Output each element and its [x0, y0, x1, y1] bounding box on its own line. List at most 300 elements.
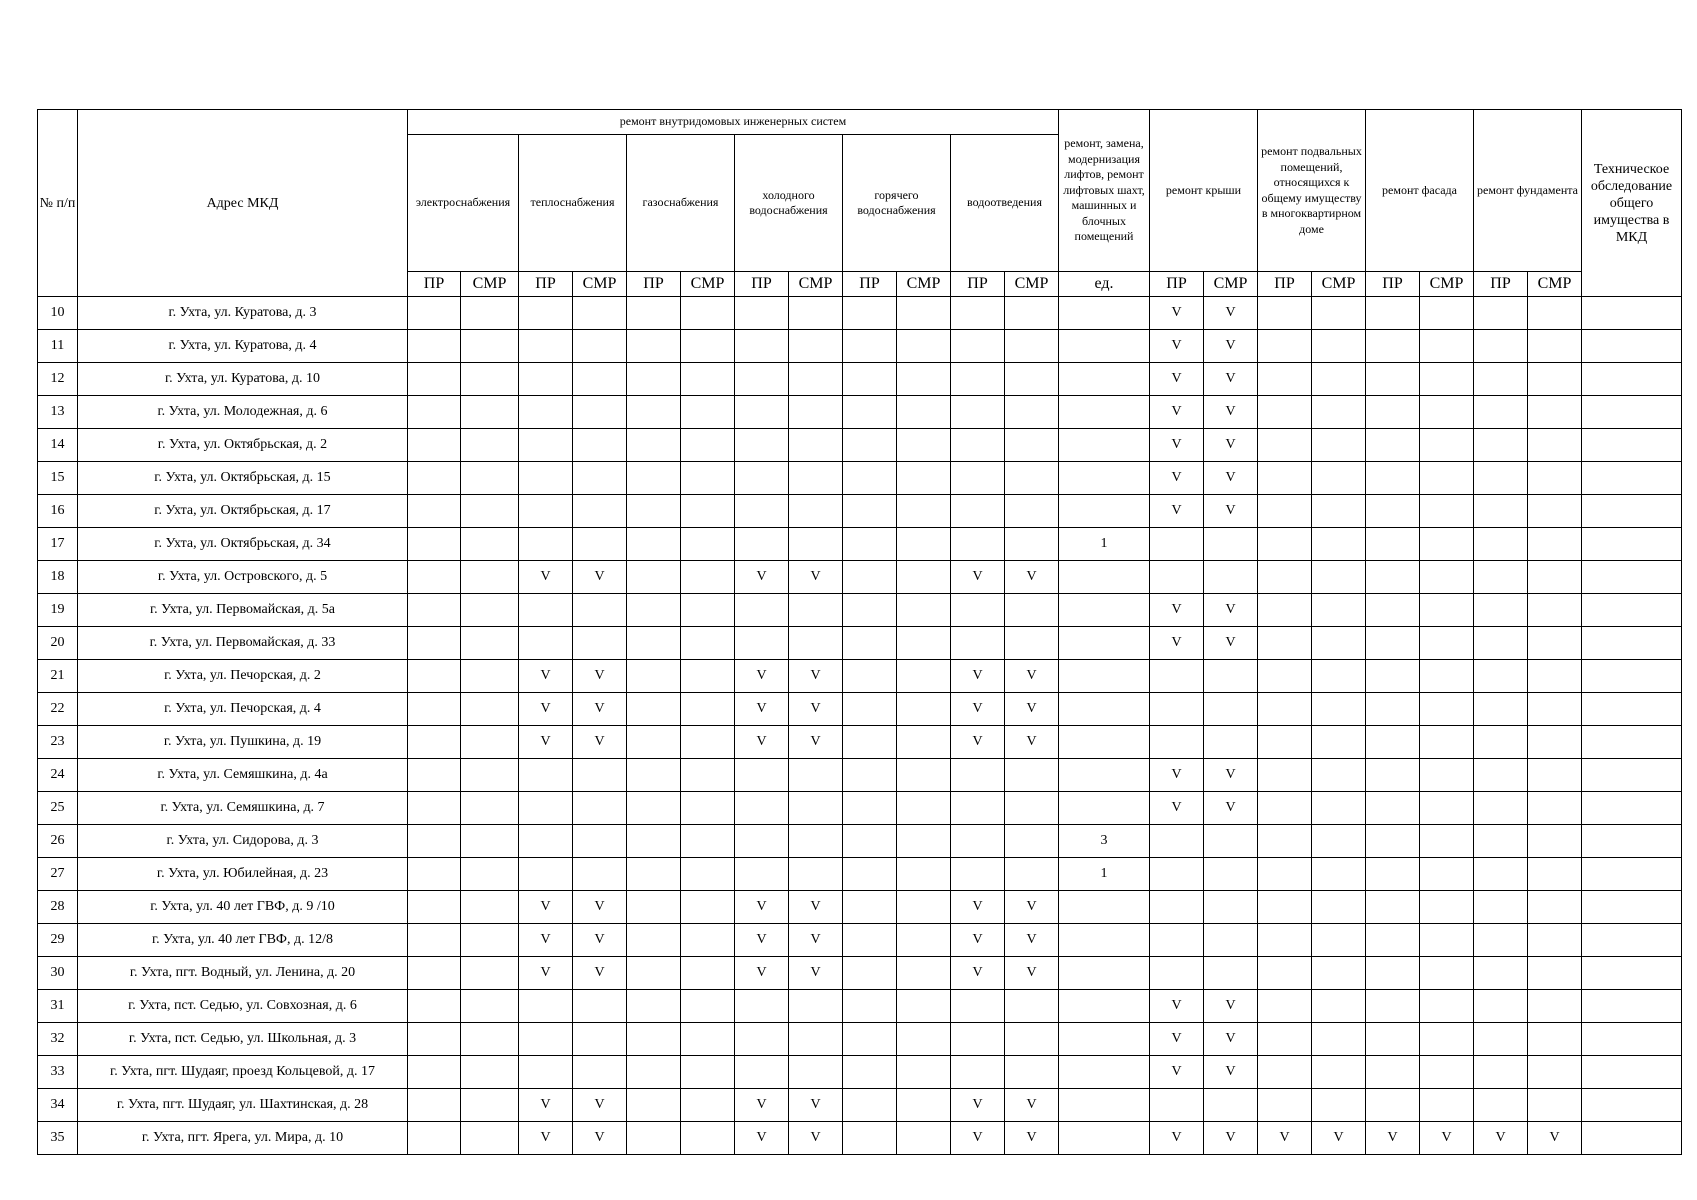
row-address: г. Ухта, ул. Куратова, д. 4: [78, 330, 408, 363]
row-cell: [627, 759, 681, 792]
row-cell: V: [735, 660, 789, 693]
row-address: г. Ухта, ул. Октябрьская, д. 34: [78, 528, 408, 561]
row-cell: [951, 330, 1005, 363]
row-cell: V: [519, 726, 573, 759]
row-address: г. Ухта, ул. Первомайская, д. 5а: [78, 594, 408, 627]
row-cell: [1582, 1122, 1682, 1155]
row-cell: [408, 495, 461, 528]
row-cell: [408, 990, 461, 1023]
row-cell: [897, 792, 951, 825]
row-cell: [1582, 891, 1682, 924]
row-number: 21: [38, 660, 78, 693]
row-cell: [897, 693, 951, 726]
row-cell: [897, 924, 951, 957]
row-cell: V: [573, 660, 627, 693]
row-cell: [951, 858, 1005, 891]
row-cell: [1366, 495, 1420, 528]
row-cell: [1059, 495, 1150, 528]
row-cell: [627, 627, 681, 660]
row-cell: V: [951, 660, 1005, 693]
row-cell: [1420, 990, 1474, 1023]
row-cell: V: [573, 726, 627, 759]
row-cell: 1: [1059, 528, 1150, 561]
row-cell: [843, 825, 897, 858]
row-cell: [1059, 792, 1150, 825]
row-cell: [681, 429, 735, 462]
row-cell: [519, 1023, 573, 1056]
row-cell: [1204, 528, 1258, 561]
row-cell: [1528, 1089, 1582, 1122]
row-cell: [681, 594, 735, 627]
row-cell: [843, 957, 897, 990]
row-cell: [843, 1089, 897, 1122]
row-cell: [1366, 297, 1420, 330]
row-cell: V: [951, 1089, 1005, 1122]
row-cell: [1366, 330, 1420, 363]
row-cell: [681, 891, 735, 924]
row-cell: [1366, 594, 1420, 627]
row-cell: [519, 462, 573, 495]
row-cell: [1059, 363, 1150, 396]
row-cell: [1150, 891, 1204, 924]
row-address: г. Ухта, ул. Молодежная, д. 6: [78, 396, 408, 429]
row-cell: V: [1150, 363, 1204, 396]
row-cell: V: [1150, 1023, 1204, 1056]
row-cell: [1059, 297, 1150, 330]
row-cell: [1528, 726, 1582, 759]
subheader-smr: СМР: [789, 272, 843, 297]
row-cell: V: [573, 891, 627, 924]
row-cell: [951, 594, 1005, 627]
row-cell: [1204, 660, 1258, 693]
row-cell: [1474, 990, 1528, 1023]
row-cell: [681, 957, 735, 990]
row-cell: [627, 396, 681, 429]
row-cell: [461, 759, 519, 792]
row-cell: [627, 858, 681, 891]
row-cell: [519, 1056, 573, 1089]
row-cell: [1528, 429, 1582, 462]
subheader-smr: СМР: [461, 272, 519, 297]
row-cell: [1059, 1023, 1150, 1056]
row-cell: V: [1150, 627, 1204, 660]
row-cell: [1474, 759, 1528, 792]
row-cell: [1420, 627, 1474, 660]
table-row: [38, 891, 1682, 924]
row-cell: [408, 726, 461, 759]
row-cell: [735, 627, 789, 660]
row-cell: [843, 726, 897, 759]
row-cell: [627, 561, 681, 594]
row-cell: V: [1528, 1122, 1582, 1155]
row-cell: [1005, 759, 1059, 792]
row-cell: [843, 891, 897, 924]
row-cell: [408, 297, 461, 330]
row-cell: [951, 495, 1005, 528]
row-address: г. Ухта, ул. Сидорова, д. 3: [78, 825, 408, 858]
row-number: 15: [38, 462, 78, 495]
row-cell: [1528, 825, 1582, 858]
row-cell: [461, 858, 519, 891]
header-num: № п/п: [38, 110, 78, 297]
row-cell: [627, 495, 681, 528]
row-cell: V: [735, 957, 789, 990]
row-cell: [681, 1122, 735, 1155]
row-cell: [735, 363, 789, 396]
row-cell: V: [1150, 495, 1204, 528]
header-foundation: ремонт фундамента: [1474, 110, 1582, 272]
row-cell: [1258, 1056, 1312, 1089]
row-cell: [681, 330, 735, 363]
row-number: 18: [38, 561, 78, 594]
subheader-pr: ПР: [843, 272, 897, 297]
row-cell: V: [951, 1122, 1005, 1155]
row-cell: [1582, 1089, 1682, 1122]
row-cell: [843, 759, 897, 792]
row-number: 22: [38, 693, 78, 726]
row-cell: [1582, 660, 1682, 693]
row-cell: [1366, 462, 1420, 495]
row-cell: [408, 924, 461, 957]
subheader-smr: СМР: [1420, 272, 1474, 297]
row-cell: [1582, 990, 1682, 1023]
row-cell: [408, 528, 461, 561]
row-cell: [735, 1023, 789, 1056]
row-cell: V: [1005, 891, 1059, 924]
row-cell: [1528, 957, 1582, 990]
row-cell: [735, 792, 789, 825]
row-cell: [1420, 1056, 1474, 1089]
table-row: [38, 1089, 1682, 1122]
row-cell: [1582, 462, 1682, 495]
row-cell: [1582, 429, 1682, 462]
row-cell: [573, 759, 627, 792]
header-facade: ремонт фасада: [1366, 110, 1474, 272]
row-cell: [1366, 891, 1420, 924]
row-cell: [951, 1056, 1005, 1089]
row-cell: [408, 1089, 461, 1122]
row-cell: [1474, 1056, 1528, 1089]
row-cell: V: [573, 1122, 627, 1155]
row-cell: V: [1204, 594, 1258, 627]
row-cell: [461, 924, 519, 957]
row-cell: [519, 990, 573, 1023]
row-cell: [1312, 627, 1366, 660]
row-number: 35: [38, 1122, 78, 1155]
row-cell: [1528, 858, 1582, 891]
row-cell: [843, 330, 897, 363]
row-cell: [789, 759, 843, 792]
row-cell: [1059, 1089, 1150, 1122]
row-cell: [1312, 594, 1366, 627]
row-cell: [627, 1056, 681, 1089]
row-cell: [1528, 561, 1582, 594]
row-cell: [681, 363, 735, 396]
row-cell: [1059, 627, 1150, 660]
row-cell: [461, 429, 519, 462]
row-cell: [1312, 660, 1366, 693]
row-cell: [951, 1023, 1005, 1056]
row-cell: V: [1005, 1122, 1059, 1155]
row-cell: [627, 330, 681, 363]
row-cell: V: [519, 1089, 573, 1122]
row-cell: V: [789, 726, 843, 759]
row-cell: [1258, 495, 1312, 528]
row-cell: [735, 858, 789, 891]
table-row: [38, 660, 1682, 693]
subheader-smr: СМР: [681, 272, 735, 297]
row-cell: [1366, 429, 1420, 462]
row-cell: [843, 363, 897, 396]
row-cell: [1528, 693, 1582, 726]
row-cell: [1420, 1089, 1474, 1122]
row-cell: [461, 726, 519, 759]
subheader-pr: ПР: [735, 272, 789, 297]
row-cell: [1204, 957, 1258, 990]
row-cell: [1366, 396, 1420, 429]
row-cell: [1258, 660, 1312, 693]
row-cell: [1005, 363, 1059, 396]
row-cell: V: [951, 957, 1005, 990]
row-cell: [843, 1023, 897, 1056]
row-cell: [843, 1056, 897, 1089]
row-cell: [1474, 363, 1528, 396]
row-cell: [1528, 297, 1582, 330]
row-cell: [408, 1056, 461, 1089]
row-cell: [1005, 990, 1059, 1023]
row-cell: V: [1150, 1056, 1204, 1089]
row-cell: [735, 495, 789, 528]
row-cell: [789, 396, 843, 429]
row-cell: [1582, 924, 1682, 957]
row-cell: V: [1005, 726, 1059, 759]
row-cell: V: [735, 726, 789, 759]
row-address: г. Ухта, ул. Печорская, д. 2: [78, 660, 408, 693]
row-cell: V: [573, 693, 627, 726]
row-cell: [461, 528, 519, 561]
row-cell: [681, 660, 735, 693]
row-cell: [1366, 363, 1420, 396]
row-cell: V: [573, 561, 627, 594]
row-cell: [789, 627, 843, 660]
row-cell: V: [573, 924, 627, 957]
row-cell: [681, 990, 735, 1023]
row-cell: [735, 1056, 789, 1089]
row-cell: [1366, 561, 1420, 594]
row-cell: [1312, 825, 1366, 858]
row-cell: [897, 561, 951, 594]
row-cell: [461, 330, 519, 363]
row-cell: [1312, 1056, 1366, 1089]
row-cell: [897, 330, 951, 363]
row-cell: [897, 1023, 951, 1056]
table-row: [38, 495, 1682, 528]
subheader-smr: СМР: [1204, 272, 1258, 297]
row-address: г. Ухта, ул. 40 лет ГВФ, д. 12/8: [78, 924, 408, 957]
row-number: 30: [38, 957, 78, 990]
row-cell: [408, 693, 461, 726]
row-cell: [1420, 693, 1474, 726]
row-cell: [843, 528, 897, 561]
table-row: [38, 330, 1682, 363]
row-cell: [1474, 561, 1528, 594]
row-number: 20: [38, 627, 78, 660]
row-cell: V: [1204, 462, 1258, 495]
row-cell: [627, 891, 681, 924]
row-cell: [1005, 858, 1059, 891]
row-number: 14: [38, 429, 78, 462]
row-cell: V: [951, 891, 1005, 924]
row-cell: [897, 462, 951, 495]
row-cell: [1059, 594, 1150, 627]
row-cell: [461, 627, 519, 660]
row-number: 26: [38, 825, 78, 858]
row-number: 23: [38, 726, 78, 759]
row-cell: [681, 1056, 735, 1089]
row-cell: [519, 363, 573, 396]
row-cell: [1474, 660, 1528, 693]
row-cell: [519, 297, 573, 330]
row-cell: [1582, 528, 1682, 561]
row-cell: [461, 561, 519, 594]
row-cell: V: [1005, 924, 1059, 957]
row-cell: [1420, 891, 1474, 924]
row-cell: [1366, 924, 1420, 957]
row-cell: [1059, 1056, 1150, 1089]
row-cell: [1258, 792, 1312, 825]
row-cell: [408, 627, 461, 660]
row-cell: [789, 990, 843, 1023]
row-cell: [1366, 990, 1420, 1023]
row-cell: [461, 990, 519, 1023]
row-cell: [1005, 495, 1059, 528]
row-cell: V: [1204, 1023, 1258, 1056]
row-cell: [1582, 759, 1682, 792]
row-cell: [1366, 726, 1420, 759]
row-cell: V: [519, 693, 573, 726]
row-cell: [1204, 825, 1258, 858]
row-cell: [1474, 1089, 1528, 1122]
row-cell: [1420, 429, 1474, 462]
row-cell: [573, 429, 627, 462]
row-number: 25: [38, 792, 78, 825]
row-cell: [1582, 825, 1682, 858]
row-cell: [1474, 792, 1528, 825]
row-number: 24: [38, 759, 78, 792]
row-number: 16: [38, 495, 78, 528]
table-row: [38, 363, 1682, 396]
row-number: 31: [38, 990, 78, 1023]
row-cell: [573, 396, 627, 429]
row-cell: [573, 1056, 627, 1089]
row-number: 10: [38, 297, 78, 330]
row-cell: V: [1150, 330, 1204, 363]
row-cell: [843, 594, 897, 627]
row-cell: [1474, 957, 1528, 990]
row-cell: V: [951, 561, 1005, 594]
row-cell: [627, 693, 681, 726]
row-cell: [1474, 891, 1528, 924]
row-cell: V: [789, 693, 843, 726]
row-cell: [897, 429, 951, 462]
row-cell: [1005, 429, 1059, 462]
table-row: [38, 297, 1682, 330]
row-cell: [735, 528, 789, 561]
row-cell: [1005, 1056, 1059, 1089]
row-cell: [897, 594, 951, 627]
row-cell: [1258, 891, 1312, 924]
table-row: [38, 759, 1682, 792]
row-cell: V: [735, 1089, 789, 1122]
row-cell: [627, 429, 681, 462]
row-cell: [1474, 528, 1528, 561]
row-cell: [735, 330, 789, 363]
row-cell: V: [1005, 660, 1059, 693]
row-cell: [1582, 693, 1682, 726]
row-cell: [1582, 330, 1682, 363]
subheader-pr: ПР: [408, 272, 461, 297]
row-cell: [789, 1056, 843, 1089]
row-cell: [897, 990, 951, 1023]
row-address: г. Ухта, ул. Семяшкина, д. 7: [78, 792, 408, 825]
subheader-unit: ед.: [1059, 272, 1150, 297]
row-cell: [1420, 594, 1474, 627]
row-cell: [1582, 495, 1682, 528]
table-row: [38, 990, 1682, 1023]
row-cell: [573, 297, 627, 330]
row-cell: [1258, 528, 1312, 561]
row-cell: [1528, 363, 1582, 396]
table-row: [38, 792, 1682, 825]
subheader-smr: СМР: [1312, 272, 1366, 297]
row-cell: [519, 429, 573, 462]
row-cell: [897, 858, 951, 891]
row-cell: [843, 693, 897, 726]
row-cell: [735, 396, 789, 429]
row-cell: V: [573, 1089, 627, 1122]
row-cell: V: [1204, 627, 1258, 660]
row-cell: [627, 462, 681, 495]
row-cell: [1528, 528, 1582, 561]
row-cell: [1312, 363, 1366, 396]
row-cell: [1420, 561, 1474, 594]
row-cell: V: [1420, 1122, 1474, 1155]
row-cell: [1420, 792, 1474, 825]
row-cell: [461, 825, 519, 858]
row-cell: [1258, 429, 1312, 462]
row-cell: [627, 363, 681, 396]
row-cell: [1420, 528, 1474, 561]
row-cell: V: [789, 924, 843, 957]
row-cell: [681, 792, 735, 825]
row-cell: [627, 726, 681, 759]
table-row: [38, 1056, 1682, 1089]
row-cell: V: [1150, 462, 1204, 495]
row-cell: [1005, 396, 1059, 429]
table-body: [38, 297, 1682, 1155]
row-cell: [843, 297, 897, 330]
row-cell: [897, 957, 951, 990]
row-cell: [843, 561, 897, 594]
row-cell: [897, 1056, 951, 1089]
row-cell: V: [1150, 429, 1204, 462]
row-cell: [1582, 726, 1682, 759]
row-cell: V: [789, 1122, 843, 1155]
row-address: г. Ухта, пгт. Ярега, ул. Мира, д. 10: [78, 1122, 408, 1155]
row-cell: [1474, 396, 1528, 429]
row-cell: [461, 957, 519, 990]
row-cell: [1582, 561, 1682, 594]
